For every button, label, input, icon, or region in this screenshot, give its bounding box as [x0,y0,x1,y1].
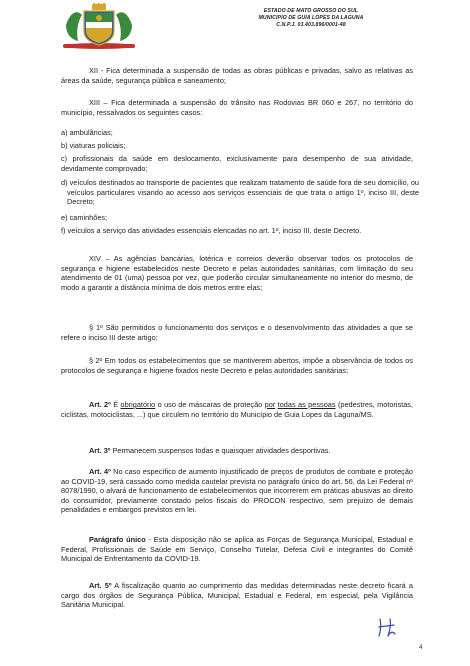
article-2-text-b: o uso de máscaras de proteção [155,400,265,409]
article-2 [61,400,413,419]
article-3-label: Art. 3º [89,446,111,455]
article-2-label: Art. 2º [89,400,111,409]
article-4-text: No caso específico de aumento injustificado de preços de produtos de combate e proteção ao COVID-19, será cassado como medida cautelar prevista no parágrafo único do art. 56, da Lei Federal nº 8078/1990, o alvará de funcionamento de estabelecimentos que incorrerem em práticas abusivas ao direito do consumidor, previamente constado pelos fiscais do PROCON respectivo, sem prejuízo de demais penalidades e embargos previstos em lei. [61,467,413,515]
article-2-underline-todas: todas as pessoas [277,400,336,409]
sole-paragraph [61,535,413,564]
paragraph-1 [61,323,413,342]
header-cnpj: C.N.P.J. 03.403.896/0001-48 [276,22,346,28]
letterhead [211,8,411,29]
list-item-e: e) caminhões; [61,213,108,222]
article-5-text: A fiscalização quanto ao cumprimento das medidas determinadas neste decreto ficará a cargo dos órgãos de Segurança Pública, Municipal, Estadual e Federal, em especial, pela Vigilância Sanitária Municipal. [61,581,413,610]
paragraph-2-label: § 2º [89,356,103,365]
article-5 [61,581,413,610]
list-item-b: b) viaturas policiais; [61,141,126,150]
paragraph-1-text: São permitidos o funcionamento dos serviços e o desenvolvimento das atividades a que se refere o inciso III deste artigo; [61,323,413,342]
article-2-text-a: É [110,400,121,409]
clause-xiii: XIII – Fica determinada a suspensão do trânsito nas Rodovias BR 060 e 267, no território do município, ressalvados os seguintes casos: [61,98,413,117]
sole-paragraph-text: - Esta disposição não se aplica as Forças de Segurança Municipal, Estadual e Federal, Profissionais de Saúde em Serviço, Conselho Tutelar, Defesa Civil e integrantes do Comitê Municipal de Enfrentamento da COVID-19. [61,535,413,564]
article-2-text-d: (pedestres, motoristas, ciclistas, motociclistas, ...) que circulem no território do Município de Guia Lopes da Laguna/MS. [61,400,413,419]
article-3-text: Permanecem suspensos todas e quaisquer atividades desportivas. [110,446,331,455]
paragraph-2-text: Em todos os estabelecimentos que se mantiverem abertos, impõe a observância de todos os protocolos de segurança e higiene fixados neste Decreto e pelas autoridades sanitárias; [61,356,413,375]
list-item-d: d) veículos destinados ao transporte de pacientes que realizam tratamento de saúde fora de seu domicílio, ou veículos particulares visando ao acesso aos serviços essenciais de que trata o artigo 1º, inciso III, deste Decreto; [61,178,419,207]
article-3 [61,446,413,456]
article-4-label: Art. 4º [89,467,111,476]
article-2-underline-por: por [264,400,276,409]
municipal-seal [58,3,140,51]
paragraph-1-label: § 1º [89,323,103,332]
page-number: 4 [419,644,423,651]
article-5-label: Art. 5º [89,581,112,590]
list-item-a: a) ambulâncias; [61,128,113,137]
list-item-c: c) profissionais da saúde em deslocamento, exclusivamente para desempenho de sua atividade, devidamente comprovado; [61,154,413,173]
article-2-underline-obrigatorio: obrigatório [120,400,156,409]
sole-paragraph-label: Parágrafo único [89,535,146,544]
header-municipality: MUNICIPIO DE GUIA LOPES DA LAGUNA [258,15,364,21]
article-4 [61,467,413,515]
clause-xiv: XIV – As agências bancárias, lotérica e correios deverão observar todos os protocolos de segurança e higiene estabelecidos neste Decreto e pelas autoridades sanitárias, com limitação do seu atendimento de 01 (uma) pessoa por vez, que poderão circular simultaneamente no interior do mesmo, de modo a garantir a distância mínima de dois metros entre elas; [61,254,413,292]
header-state: ESTADO DE MATO GROSSO DO SUL [263,8,359,14]
handwritten-initials [375,615,399,639]
paragraph-2 [61,356,413,375]
clause-xii: XII - Fica determinada a suspensão de todas as obras públicas e privadas, salvo as relativas as áreas da saúde, segurança pública e saneamento; [61,66,413,85]
list-item-f: f) veículos a serviço das atividades essenciais elencadas no art. 1º, inciso III, deste Decreto. [61,226,362,235]
